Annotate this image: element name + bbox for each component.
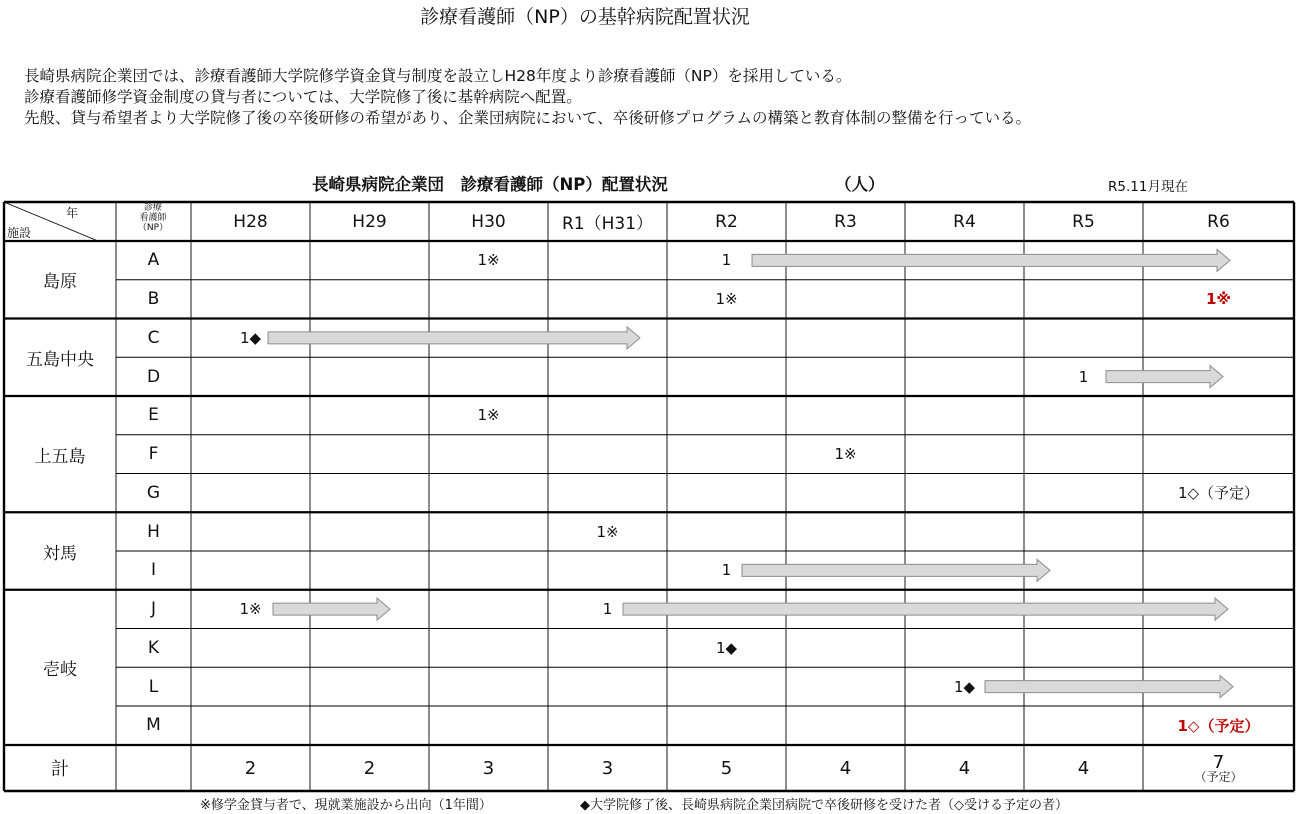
intro-line: 診療看護師修学資金制度の貸与者については、大学院修了後に基幹病院へ配置。 (24, 88, 582, 106)
year-header: R5 (1072, 211, 1095, 232)
assignment-value: 1※ (834, 445, 857, 464)
assignment-value: 1 (1078, 367, 1089, 386)
np-label: E (148, 405, 159, 426)
assignment-value: 1◇（予定） (1177, 484, 1260, 503)
year-header: R4 (953, 211, 976, 232)
assignment-value: 1※ (596, 522, 619, 541)
np-label-line: （NP） (137, 223, 169, 233)
as-of-date: R5.11月現在 (1108, 179, 1188, 195)
facility-name: 五島中央 (26, 349, 94, 370)
assignment-value: 1※ (1205, 290, 1232, 309)
footnote-training: ◆大学院修了後、長崎県病院企業団病院で卒後研修を受けた者（◇受ける予定の者） (580, 798, 1068, 813)
total-value-note: （予定） (1194, 769, 1243, 784)
assignment-value: 1※ (477, 251, 500, 270)
header-year-label: 年 (66, 206, 79, 220)
total-value: 3 (482, 757, 495, 779)
facility-name: 島原 (43, 272, 77, 293)
year-header: R2 (715, 211, 738, 232)
np-label: J (150, 599, 156, 620)
total-value: 4 (839, 757, 852, 779)
np-label-line: 診療 (143, 203, 162, 213)
footnote-loan: ※修学金貸与者で、現就業施設から出向（1年間） (200, 798, 492, 813)
assignment-value: 1 (602, 600, 613, 619)
intro-line: 先般、貸与希望者より大学院修了後の卒後研修の希望があり、企業団病院において、卒後研修プログラムの構築と教育体制の整備を行っている。 (24, 109, 1032, 127)
assignment-value: 1※ (239, 600, 262, 619)
intro-line: 長崎県病院企業団では、診療看護師大学院修学資金貸与制度を設立しH28年度より診療看護師（NP）を採用している。 (24, 67, 852, 85)
year-header: H30 (471, 211, 506, 232)
total-value: 4 (958, 757, 971, 779)
np-label: K (147, 637, 160, 658)
table-title: 長崎県病院企業団 診療看護師（NP）配置状況 (312, 175, 668, 194)
np-label: A (147, 250, 160, 271)
assignment-value: 1◆ (239, 328, 262, 347)
assignment-value: 1◆ (715, 638, 738, 657)
assignment-value: 1※ (477, 406, 500, 425)
total-value: 3 (601, 757, 614, 779)
total-label: 計 (51, 759, 69, 780)
assignment-value: 1◆ (953, 677, 976, 696)
year-header: H29 (352, 211, 387, 232)
facility-name: 対馬 (43, 543, 77, 564)
total-value: 2 (363, 757, 376, 779)
np-label: H (147, 521, 160, 542)
year-header: R6 (1207, 211, 1230, 232)
total-value: 4 (1077, 757, 1090, 779)
year-header: H28 (233, 211, 268, 232)
total-value: 2 (244, 757, 257, 779)
facility-name: 上五島 (34, 446, 86, 467)
facility-name: 壱岐 (43, 659, 77, 680)
assignment-value: 1 (721, 561, 732, 580)
year-header: R1（H31） (561, 214, 654, 234)
np-label: I (150, 560, 156, 581)
np-label: L (148, 676, 159, 697)
np-label: G (146, 482, 161, 503)
assignment-value: 1◇（予定） (1177, 716, 1260, 735)
total-value (1143, 745, 1294, 791)
total-value-number: 7 (1212, 751, 1225, 773)
page-title: 診療看護師（NP）の基幹病院配置状況 (420, 6, 750, 28)
header-np-label (116, 203, 190, 233)
total-value: 5 (720, 757, 733, 779)
np-label: F (148, 444, 159, 465)
assignment-value: 1※ (715, 290, 738, 309)
np-label: C (147, 327, 160, 348)
assignment-value: 1 (721, 251, 732, 270)
unit-label: （人） (835, 175, 885, 194)
np-label: M (146, 715, 161, 736)
year-header: R3 (834, 211, 857, 232)
np-label-line: 看護師 (139, 213, 167, 223)
np-label: B (147, 289, 160, 310)
np-label: D (146, 366, 161, 387)
header-facility-label: 施設 (7, 226, 32, 240)
